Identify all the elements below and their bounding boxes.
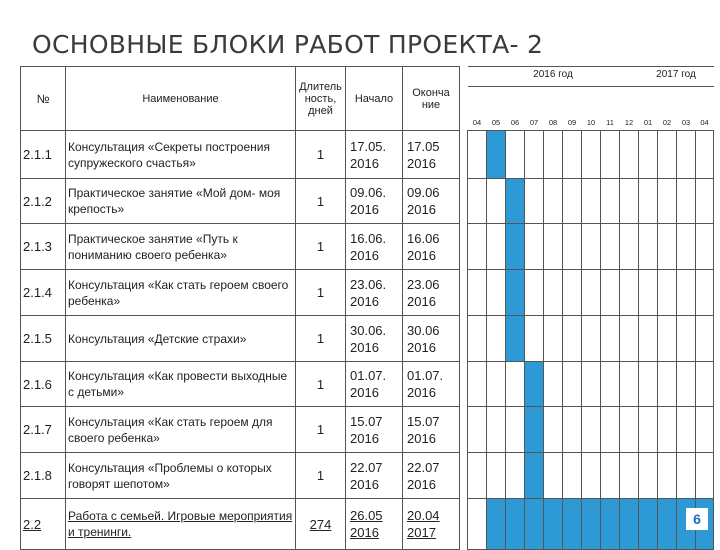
gantt-spacer [460, 453, 468, 499]
page-number: 6 [686, 508, 708, 530]
row-code: 2.1.7 [21, 407, 66, 453]
month-header: 12 [620, 87, 639, 131]
row-duration: 1 [296, 453, 346, 499]
gantt-bar-cell [639, 499, 658, 550]
gantt-empty-cell [677, 224, 696, 270]
gantt-empty-cell [544, 270, 563, 316]
table-row [21, 224, 714, 270]
gantt-empty-cell [468, 499, 487, 550]
gantt-empty-cell [582, 179, 601, 224]
gantt-empty-cell [601, 362, 620, 407]
gantt-empty-cell [506, 131, 525, 179]
gantt-bar-cell [601, 499, 620, 550]
gantt-empty-cell [677, 453, 696, 499]
gantt-empty-cell [696, 362, 714, 407]
gantt-empty-cell [544, 316, 563, 362]
row-code: 2.1.2 [21, 179, 66, 224]
gantt-empty-cell [658, 270, 677, 316]
header-spacer [460, 67, 468, 87]
gantt-empty-cell [696, 131, 714, 179]
gantt-empty-cell [696, 270, 714, 316]
gantt-bar-cell [506, 499, 525, 550]
gantt-empty-cell [468, 407, 487, 453]
gantt-empty-cell [544, 179, 563, 224]
gantt-empty-cell [620, 179, 639, 224]
gantt-empty-cell [468, 316, 487, 362]
gantt-bar-cell [544, 499, 563, 550]
gantt-empty-cell [563, 224, 582, 270]
gantt-empty-cell [582, 224, 601, 270]
gantt-empty-cell [582, 131, 601, 179]
row-start: 17.05. 2016 [346, 131, 403, 179]
table-row [21, 362, 714, 407]
gantt-empty-cell [468, 362, 487, 407]
row-end: 16.06 2016 [403, 224, 460, 270]
row-start: 30.06. 2016 [346, 316, 403, 362]
gantt-spacer [460, 131, 468, 179]
gantt-empty-cell [601, 131, 620, 179]
gantt-empty-cell [639, 270, 658, 316]
row-duration: 1 [296, 362, 346, 407]
gantt-bar-cell [525, 407, 544, 453]
gantt-empty-cell [487, 453, 506, 499]
gantt-empty-cell [563, 270, 582, 316]
table-row [21, 316, 714, 362]
gantt-bar-cell [620, 499, 639, 550]
gantt-empty-cell [696, 316, 714, 362]
gantt-empty-cell [544, 407, 563, 453]
gantt-empty-cell [468, 179, 487, 224]
row-duration: 1 [296, 224, 346, 270]
row-code: 2.1.6 [21, 362, 66, 407]
row-name: Консультация «Проблемы о которых говорят шепотом» [66, 453, 296, 499]
month-header: 07 [525, 87, 544, 131]
gantt-empty-cell [658, 316, 677, 362]
month-header: 04 [696, 87, 714, 131]
gantt-empty-cell [525, 179, 544, 224]
gantt-empty-cell [525, 131, 544, 179]
gantt-bar-cell [506, 179, 525, 224]
gantt-empty-cell [525, 224, 544, 270]
gantt-empty-cell [487, 270, 506, 316]
month-header: 08 [544, 87, 563, 131]
gantt-empty-cell [639, 453, 658, 499]
row-end: 15.07 2016 [403, 407, 460, 453]
gantt-empty-cell [601, 224, 620, 270]
gantt-empty-cell [544, 131, 563, 179]
row-duration: 1 [296, 407, 346, 453]
gantt-spacer [460, 499, 468, 550]
gantt-empty-cell [620, 362, 639, 407]
row-start: 22.07 2016 [346, 453, 403, 499]
gantt-empty-cell [677, 407, 696, 453]
table-row [21, 270, 714, 316]
gantt-empty-cell [696, 224, 714, 270]
row-code: 2.1.4 [21, 270, 66, 316]
gantt-empty-cell [563, 316, 582, 362]
month-header: 05 [487, 87, 506, 131]
gantt-bar-cell [582, 499, 601, 550]
row-end: 09.06 2016 [403, 179, 460, 224]
month-header: 04 [468, 87, 487, 131]
gantt-table [20, 66, 714, 550]
gantt-empty-cell [563, 453, 582, 499]
gantt-empty-cell [563, 362, 582, 407]
row-name: Консультация «Как провести выходные с детьми» [66, 362, 296, 407]
row-start: 23.06. 2016 [346, 270, 403, 316]
gantt-empty-cell [506, 453, 525, 499]
row-duration: 274 [296, 499, 346, 550]
gantt-spacer [460, 224, 468, 270]
gantt-empty-cell [487, 316, 506, 362]
gantt-empty-cell [620, 316, 639, 362]
gantt-empty-cell [696, 453, 714, 499]
row-name: Практическое занятие «Путь к пониманию своего ребенка» [66, 224, 296, 270]
header-end: Оконча ние [403, 67, 460, 131]
gantt-empty-cell [563, 131, 582, 179]
gantt-spacer [460, 270, 468, 316]
gantt-empty-cell [639, 316, 658, 362]
header-no: № [21, 67, 66, 131]
month-header: 02 [658, 87, 677, 131]
gantt-spacer [460, 316, 468, 362]
row-code: 2.1.1 [21, 131, 66, 179]
row-duration: 1 [296, 131, 346, 179]
gantt-empty-cell [639, 224, 658, 270]
row-code: 2.2 [21, 499, 66, 550]
gantt-bar-cell [487, 131, 506, 179]
gantt-empty-cell [601, 407, 620, 453]
header-duration: Длитель ность, дней [296, 67, 346, 131]
row-name: Консультация «Секреты построения супружеского счастья» [66, 131, 296, 179]
row-name: Практическое занятие «Мой дом- моя крепость» [66, 179, 296, 224]
header-start: Начало [346, 67, 403, 131]
row-name: Консультация «Как стать героем своего ребенка» [66, 270, 296, 316]
gantt-bar-cell [487, 499, 506, 550]
gantt-bar-cell [525, 362, 544, 407]
gantt-empty-cell [620, 270, 639, 316]
gantt-empty-cell [582, 362, 601, 407]
row-start: 26.05 2016 [346, 499, 403, 550]
gantt-empty-cell [639, 407, 658, 453]
row-duration: 1 [296, 316, 346, 362]
table-row [21, 131, 714, 179]
slide-title: ОСНОВНЫЕ БЛОКИ РАБОТ ПРОЕКТА- 2 [32, 30, 544, 59]
gantt-empty-cell [677, 316, 696, 362]
gantt-bar-cell [525, 453, 544, 499]
table-row [21, 407, 714, 453]
gantt-empty-cell [639, 131, 658, 179]
gantt-empty-cell [677, 270, 696, 316]
gantt-empty-cell [696, 407, 714, 453]
gantt-empty-cell [620, 224, 639, 270]
row-name: Работа с семьей. Игровые мероприятия и тренинги. [66, 499, 296, 550]
gantt-empty-cell [544, 362, 563, 407]
gantt-empty-cell [658, 362, 677, 407]
gantt-empty-cell [658, 179, 677, 224]
gantt-empty-cell [601, 453, 620, 499]
year-2017: 2017 год [639, 67, 714, 87]
gantt-bar-cell [525, 499, 544, 550]
gantt-empty-cell [582, 316, 601, 362]
gantt-empty-cell [525, 270, 544, 316]
row-name: Консультация «Детские страхи» [66, 316, 296, 362]
gantt-empty-cell [506, 407, 525, 453]
month-header: 06 [506, 87, 525, 131]
gantt-empty-cell [544, 453, 563, 499]
row-code: 2.1.5 [21, 316, 66, 362]
gantt-empty-cell [468, 453, 487, 499]
gantt-spacer [460, 407, 468, 453]
row-end: 01.07. 2016 [403, 362, 460, 407]
gantt-empty-cell [658, 453, 677, 499]
gantt-empty-cell [525, 316, 544, 362]
row-duration: 1 [296, 179, 346, 224]
row-duration: 1 [296, 270, 346, 316]
month-spacer [460, 87, 468, 131]
month-header: 09 [563, 87, 582, 131]
gantt-empty-cell [639, 179, 658, 224]
row-code: 2.1.3 [21, 224, 66, 270]
row-name: Консультация «Как стать героем для своего ребенка» [66, 407, 296, 453]
gantt-empty-cell [677, 131, 696, 179]
gantt-empty-cell [639, 362, 658, 407]
gantt-bar-cell [658, 499, 677, 550]
month-header: 03 [677, 87, 696, 131]
gantt-empty-cell [620, 131, 639, 179]
gantt-bar-cell [563, 499, 582, 550]
gantt-empty-cell [582, 270, 601, 316]
gantt-empty-cell [468, 131, 487, 179]
gantt-empty-cell [677, 179, 696, 224]
gantt-empty-cell [544, 224, 563, 270]
gantt-empty-cell [563, 179, 582, 224]
gantt-empty-cell [620, 407, 639, 453]
gantt-empty-cell [563, 407, 582, 453]
row-start: 16.06. 2016 [346, 224, 403, 270]
gantt-empty-cell [601, 316, 620, 362]
gantt-bar-cell [506, 270, 525, 316]
month-header: 11 [601, 87, 620, 131]
month-header: 10 [582, 87, 601, 131]
gantt-empty-cell [620, 453, 639, 499]
gantt-empty-cell [487, 179, 506, 224]
gantt-empty-cell [506, 362, 525, 407]
table-row [21, 499, 714, 550]
gantt-empty-cell [677, 362, 696, 407]
row-start: 15.07 2016 [346, 407, 403, 453]
row-start: 01.07. 2016 [346, 362, 403, 407]
gantt-empty-cell [696, 179, 714, 224]
row-end: 30.06 2016 [403, 316, 460, 362]
gantt-spacer [460, 362, 468, 407]
row-end: 22.07 2016 [403, 453, 460, 499]
row-code: 2.1.8 [21, 453, 66, 499]
table-row [21, 453, 714, 499]
header-name: Наименование [66, 67, 296, 131]
gantt-empty-cell [582, 407, 601, 453]
row-end: 23.06 2016 [403, 270, 460, 316]
gantt-empty-cell [658, 131, 677, 179]
gantt-bar-cell [506, 316, 525, 362]
gantt-empty-cell [582, 453, 601, 499]
gantt-empty-cell [601, 270, 620, 316]
month-header: 01 [639, 87, 658, 131]
gantt-empty-cell [487, 407, 506, 453]
gantt-bar-cell [506, 224, 525, 270]
gantt-empty-cell [658, 224, 677, 270]
row-start: 09.06. 2016 [346, 179, 403, 224]
gantt-empty-cell [468, 224, 487, 270]
year-2016: 2016 год [468, 67, 639, 87]
gantt-empty-cell [468, 270, 487, 316]
gantt-spacer [460, 179, 468, 224]
gantt-empty-cell [601, 179, 620, 224]
table-row [21, 179, 714, 224]
row-end: 20.04 2017 [403, 499, 460, 550]
row-end: 17.05 2016 [403, 131, 460, 179]
gantt-empty-cell [487, 224, 506, 270]
gantt-empty-cell [658, 407, 677, 453]
gantt-empty-cell [487, 362, 506, 407]
